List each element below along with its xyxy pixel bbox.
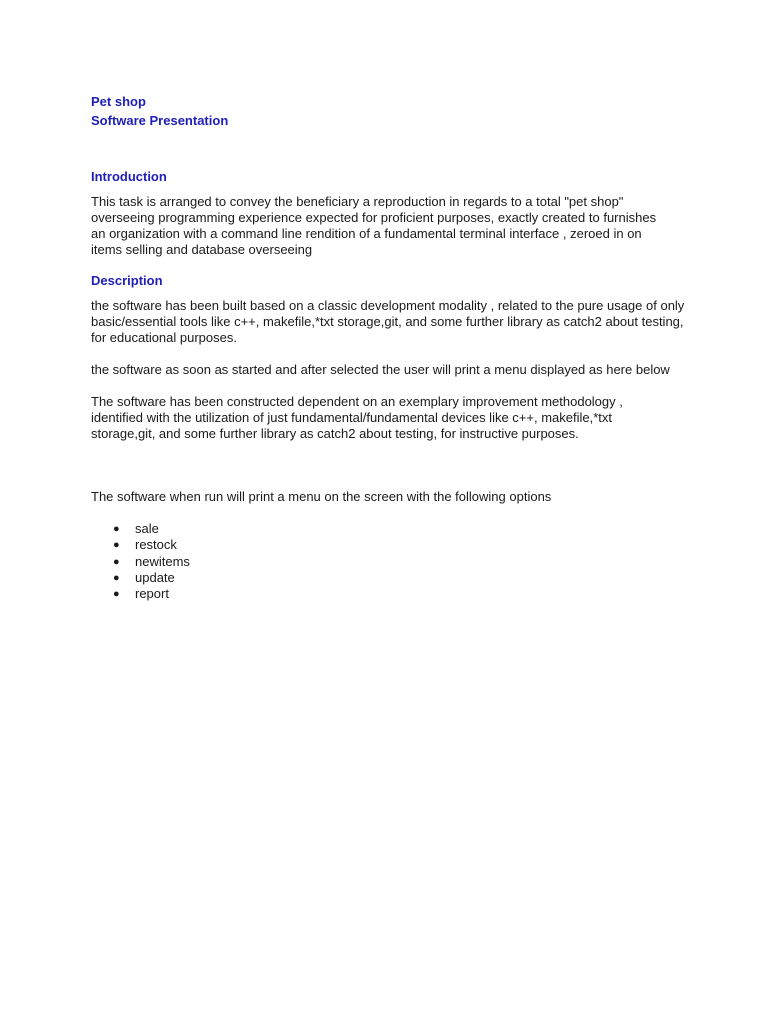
doc-title: Pet shop [91, 94, 146, 109]
doc-subtitle: Software Presentation [91, 113, 229, 128]
menu-option-label: report [135, 586, 169, 602]
menu-option-label: restock [135, 537, 177, 553]
description-paragraph-1: the software has been built based on a classic development modality , related to the pure usage of only basic/essential tools like c++, makefile,*txt storage,git, and some further library as catch2 about testing, for educational purposes. [91, 298, 685, 345]
list-item [91, 537, 691, 553]
list-item [91, 586, 691, 602]
list-item [91, 554, 691, 570]
list-item [91, 521, 691, 537]
menu-options-list [91, 521, 691, 602]
bullet-icon: ● [113, 571, 120, 584]
description-heading: Description [91, 273, 163, 288]
menu-option-label: newitems [135, 553, 190, 569]
bullet-icon: ● [113, 523, 120, 535]
bullet-icon: ● [113, 588, 120, 601]
menu-intro-text: The software when run will print a menu on the screen with the following options [91, 489, 552, 504]
document-page [91, 92, 691, 602]
introduction-text: This task is arranged to convey the beneficiary a reproduction in regards to a total "pet shop" overseeing programming experience expected for proficient purposes, exactly created to furnishes an organization with a command line rendition of a fundamental terminal interface , zeroed in on items selling and database overseeing [91, 194, 657, 257]
bullet-icon: ● [113, 539, 120, 552]
introduction-heading: Introduction [91, 169, 167, 184]
menu-option-label: update [135, 569, 175, 585]
list-item [91, 570, 691, 586]
bullet-icon: ● [113, 555, 120, 568]
menu-option-label: sale [135, 521, 159, 536]
description-paragraph-2: the software as soon as started and after selected the user will print a menu displayed as here below [91, 362, 670, 377]
description-paragraph-3: The software has been constructed dependent on an exemplary improvement methodology , identified with the utilization of just fundamental/fundamental devices like c++, makefile,*txt storage,git, and some further library as catch2 about testing, for instructive purposes. [91, 394, 623, 441]
